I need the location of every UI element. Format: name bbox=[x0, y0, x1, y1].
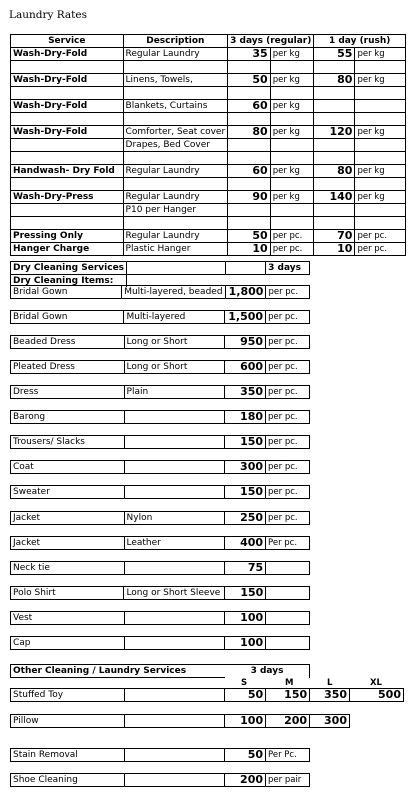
dry-item-table bbox=[10, 460, 310, 474]
unit-1day: per kg bbox=[355, 74, 406, 87]
item-name: Neck tie bbox=[11, 562, 125, 575]
item-unit bbox=[266, 587, 310, 600]
stain-removal-table bbox=[10, 748, 310, 762]
dry-header-days: 3 days bbox=[266, 262, 310, 275]
price-l: 300 bbox=[310, 715, 350, 728]
item-description: Long or Short Sleeve bbox=[124, 587, 225, 600]
dry-item-table bbox=[10, 636, 310, 650]
item-description: Long or Short bbox=[124, 361, 225, 374]
item-name: Jacket bbox=[11, 537, 125, 550]
table-row bbox=[11, 126, 406, 139]
item-price: 150 bbox=[225, 436, 266, 449]
other-header-days: 3 days bbox=[225, 665, 309, 678]
item-name: Pleated Dress bbox=[11, 361, 125, 374]
unit-1day: per pc. bbox=[355, 243, 406, 256]
table-row bbox=[11, 386, 310, 399]
table-row bbox=[11, 204, 406, 217]
item-price: 150 bbox=[225, 587, 266, 600]
item-unit: Per Pc. bbox=[266, 749, 310, 762]
laundry-rates-table bbox=[10, 34, 406, 256]
unit-1day: per kg bbox=[355, 191, 406, 204]
item-description bbox=[124, 461, 225, 474]
table-row bbox=[11, 587, 310, 600]
header-service: Service bbox=[11, 35, 124, 48]
item-price: 400 bbox=[225, 537, 266, 550]
item-name: Bridal Gown bbox=[11, 286, 122, 299]
item-name: Stain Removal bbox=[11, 749, 125, 762]
item-unit: per pc. bbox=[266, 436, 310, 449]
table-row bbox=[11, 191, 406, 204]
item-name: Dress bbox=[11, 386, 125, 399]
item-description: Leather bbox=[124, 537, 225, 550]
item-description: Long or Short bbox=[124, 336, 225, 349]
item-price: 150 bbox=[225, 486, 266, 499]
table-row bbox=[11, 243, 406, 256]
table-row bbox=[11, 100, 406, 113]
table-row bbox=[11, 165, 406, 178]
dry-item-table bbox=[10, 360, 310, 374]
table-row bbox=[11, 311, 310, 324]
dry-header-row bbox=[11, 262, 310, 275]
dry-item-table bbox=[10, 586, 310, 600]
unit-3day: per kg bbox=[270, 48, 314, 61]
table-row bbox=[11, 436, 310, 449]
table-row bbox=[11, 411, 310, 424]
description-cell: Regular Laundry bbox=[123, 230, 228, 243]
price-s: 50 bbox=[225, 689, 266, 702]
item-name: Vest bbox=[11, 612, 125, 625]
dry-item-table bbox=[10, 536, 310, 550]
price-3day: 60 bbox=[228, 100, 271, 113]
table-row bbox=[11, 139, 406, 152]
shoe-cleaning-table bbox=[10, 773, 310, 787]
price-3day: 50 bbox=[228, 74, 271, 87]
unit-1day: per pc. bbox=[355, 230, 406, 243]
price-xl: 500 bbox=[350, 689, 404, 702]
item-unit: per pc. bbox=[266, 461, 310, 474]
table-row bbox=[11, 637, 310, 650]
unit-3day: per kg bbox=[270, 126, 314, 139]
price-l: 350 bbox=[310, 689, 350, 702]
other-services-header-table bbox=[10, 664, 310, 678]
description-cell: Regular Laundry bbox=[123, 165, 228, 178]
price-1day: 55 bbox=[314, 48, 355, 61]
unit-3day: per kg bbox=[270, 165, 314, 178]
description-cell-2: P10 per Hanger bbox=[123, 204, 228, 217]
unit-1day: per kg bbox=[355, 48, 406, 61]
price-3day: 90 bbox=[228, 191, 271, 204]
dry-item-table bbox=[10, 310, 310, 324]
item-name: Stuffed Toy bbox=[11, 689, 125, 702]
item-description: Multi-layered bbox=[124, 311, 225, 324]
description-cell: Comforter, Seat cover bbox=[123, 126, 228, 139]
description-cell-2: Drapes, Bed Cover bbox=[123, 139, 228, 152]
item-name: Beaded Dress bbox=[11, 336, 125, 349]
table-row bbox=[11, 689, 404, 702]
description-cell: Plastic Hanger bbox=[123, 243, 228, 256]
unit-1day bbox=[355, 100, 406, 113]
table-row bbox=[11, 230, 406, 243]
table-row bbox=[11, 286, 310, 299]
item-name: Trousers/ Slacks bbox=[11, 436, 125, 449]
unit-1day: per kg bbox=[355, 126, 406, 139]
table-row bbox=[11, 48, 406, 61]
item-name: Polo Shirt bbox=[11, 587, 124, 600]
item-price: 950 bbox=[225, 336, 266, 349]
pillow-table bbox=[10, 714, 350, 728]
item-description bbox=[124, 436, 224, 449]
item-unit: per pc. bbox=[266, 311, 310, 324]
price-s: 100 bbox=[225, 715, 266, 728]
item-description: Multi-layered, beaded bbox=[122, 286, 225, 299]
price-3day: 10 bbox=[228, 243, 271, 256]
other-header-row bbox=[11, 665, 310, 678]
item-description bbox=[124, 612, 225, 625]
dry-item-table bbox=[10, 335, 310, 349]
size-s: S bbox=[241, 678, 248, 688]
item-unit: per pc. bbox=[266, 411, 310, 424]
item-name: Barong bbox=[11, 411, 125, 424]
size-l: L bbox=[327, 678, 333, 688]
item-name: Pillow bbox=[11, 715, 125, 728]
item-price: 100 bbox=[225, 612, 266, 625]
price-3day: 60 bbox=[228, 165, 271, 178]
price-1day: 140 bbox=[314, 191, 355, 204]
item-unit bbox=[266, 637, 310, 650]
table-row bbox=[11, 461, 310, 474]
item-name: Cap bbox=[11, 637, 125, 650]
size-xl: XL bbox=[370, 678, 382, 688]
price-m: 150 bbox=[266, 689, 310, 702]
item-description bbox=[124, 637, 225, 650]
item-unit: per pc. bbox=[266, 286, 310, 299]
table-row bbox=[11, 361, 310, 374]
dry-item-table bbox=[10, 385, 310, 399]
dry-item-table bbox=[10, 410, 310, 424]
item-unit: per pair bbox=[266, 774, 310, 787]
price-1day bbox=[314, 100, 355, 113]
service-cell: Wash-Dry-Fold bbox=[11, 100, 124, 113]
dry-item-table bbox=[10, 435, 310, 449]
item-description bbox=[124, 486, 224, 499]
spacer-row bbox=[11, 178, 406, 191]
unit-1day: per kg bbox=[355, 165, 406, 178]
description-cell: Regular Laundry bbox=[123, 191, 228, 204]
item-name: Bridal Gown bbox=[11, 311, 124, 324]
item-price: 600 bbox=[225, 361, 266, 374]
laundry-header-row bbox=[11, 35, 406, 48]
item-price: 180 bbox=[225, 411, 266, 424]
price-1day: 10 bbox=[314, 243, 355, 256]
service-cell: Wash-Dry-Fold bbox=[11, 74, 124, 87]
service-cell: Hanger Charge bbox=[11, 243, 124, 256]
service-cell: Pressing Only bbox=[11, 230, 124, 243]
table-row bbox=[11, 774, 310, 787]
spacer-row bbox=[11, 217, 406, 230]
item-price: 1,500 bbox=[225, 311, 266, 324]
dry-item-table bbox=[10, 285, 310, 299]
item-unit bbox=[266, 562, 310, 575]
item-description: Nylon bbox=[124, 512, 225, 525]
spacer-row bbox=[11, 61, 406, 74]
price-3day: 35 bbox=[228, 48, 271, 61]
table-row bbox=[11, 562, 310, 575]
item-description bbox=[124, 411, 225, 424]
service-cell: Handwash- Dry Fold bbox=[11, 165, 124, 178]
item-price: 200 bbox=[225, 774, 266, 787]
table-row bbox=[11, 715, 350, 728]
service-cell: Wash-Dry-Fold bbox=[11, 126, 124, 139]
dry-item-table bbox=[10, 561, 310, 575]
other-header-label: Other Cleaning / Laundry Services bbox=[11, 665, 226, 678]
unit-3day: per pc. bbox=[270, 243, 314, 256]
item-unit: per pc. bbox=[266, 512, 310, 525]
item-unit: per pc. bbox=[266, 361, 310, 374]
price-1day: 120 bbox=[314, 126, 355, 139]
page-title: Laundry Rates bbox=[9, 9, 87, 21]
price-1day: 70 bbox=[314, 230, 355, 243]
service-cell: Wash-Dry-Fold bbox=[11, 48, 124, 61]
spacer-row bbox=[11, 87, 406, 100]
table-row bbox=[11, 512, 310, 525]
dry-cleaning-header-table bbox=[10, 261, 310, 287]
unit-3day: per kg bbox=[270, 100, 314, 113]
item-name: Coat bbox=[11, 461, 125, 474]
table-row bbox=[11, 749, 310, 762]
item-price: 50 bbox=[225, 749, 266, 762]
header-3days: 3 days (regular) bbox=[228, 35, 314, 48]
item-description: Plain bbox=[124, 386, 225, 399]
table-row bbox=[11, 336, 310, 349]
item-price: 1,800 bbox=[225, 286, 266, 299]
price-1day: 80 bbox=[314, 74, 355, 87]
price-1day: 80 bbox=[314, 165, 355, 178]
unit-3day: per pc. bbox=[270, 230, 314, 243]
unit-3day: per kg bbox=[270, 74, 314, 87]
description-cell: Linens, Towels, bbox=[123, 74, 228, 87]
header-description: Description bbox=[123, 35, 228, 48]
table-row bbox=[11, 74, 406, 87]
table-row bbox=[11, 612, 310, 625]
item-price: 250 bbox=[225, 512, 266, 525]
price-m: 200 bbox=[266, 715, 310, 728]
item-price: 75 bbox=[225, 562, 266, 575]
price-3day: 50 bbox=[228, 230, 271, 243]
item-price: 300 bbox=[225, 461, 266, 474]
price-3day: 80 bbox=[228, 126, 271, 139]
item-price: 100 bbox=[225, 637, 266, 650]
item-unit: Per pc. bbox=[266, 537, 310, 550]
unit-3day: per kg bbox=[270, 191, 314, 204]
item-unit bbox=[266, 612, 310, 625]
item-name: Shoe Cleaning bbox=[11, 774, 125, 787]
item-description bbox=[124, 562, 225, 575]
item-name: Jacket bbox=[11, 512, 125, 525]
header-1day: 1 day (rush) bbox=[314, 35, 406, 48]
service-cell: Wash-Dry-Press bbox=[11, 191, 124, 204]
stuffed-toy-table bbox=[10, 688, 404, 702]
dry-item-table bbox=[10, 611, 310, 625]
dry-header-label: Dry Cleaning Services bbox=[11, 262, 127, 275]
description-cell: Regular Laundry bbox=[123, 48, 228, 61]
size-m: M bbox=[285, 678, 294, 688]
dry-subheader-label: Dry Cleaning Items: bbox=[11, 275, 127, 288]
spacer-row bbox=[11, 152, 406, 165]
table-row bbox=[11, 486, 310, 499]
description-cell: Blankets, Curtains bbox=[123, 100, 228, 113]
item-name: Sweater bbox=[11, 486, 125, 499]
table-row bbox=[11, 537, 310, 550]
dry-item-table bbox=[10, 485, 310, 499]
item-price: 350 bbox=[225, 386, 266, 399]
spacer-row bbox=[11, 113, 406, 126]
item-unit: per pc. bbox=[266, 486, 310, 499]
dry-item-table bbox=[10, 511, 310, 525]
item-unit: per pc. bbox=[266, 336, 310, 349]
item-unit: per pc. bbox=[266, 386, 310, 399]
